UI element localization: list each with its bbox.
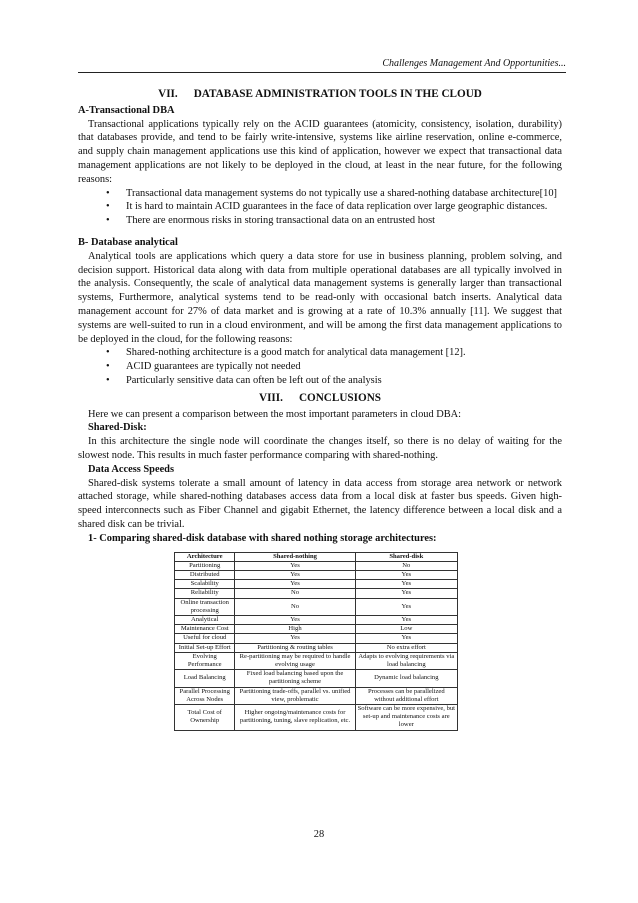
table-cell: No <box>355 561 457 570</box>
table-cell: No <box>235 598 355 615</box>
table-cell: Partitioning & routing tables <box>235 643 355 652</box>
comparison-heading: 1- Comparing shared-disk database with shared nothing storage architectures: <box>88 532 437 544</box>
table-cell: Adapts to evolving requirements via load balancing <box>355 652 457 669</box>
bullet-item: • It is hard to maintain ACID guarantees in the face of data replication over large geographic distances. <box>106 200 562 214</box>
table-cell: Yes <box>355 634 457 643</box>
table-row <box>175 670 458 687</box>
table-header-cell: Shared-disk <box>355 552 457 561</box>
running-header: Challenges Management And Opportunities... <box>382 58 566 69</box>
section-8-number: VIII. <box>259 391 283 404</box>
section-7-title <box>78 88 562 102</box>
table-cell: Partitioning trade-offs, parallel vs. unified view, problematic <box>235 687 355 704</box>
table-header-row <box>175 552 458 561</box>
table-cell: Yes <box>355 598 457 615</box>
table-cell: Yes <box>235 580 355 589</box>
bullet-item: • There are enormous risks in storing transactional data on an entrusted host <box>106 214 562 228</box>
header-rule <box>78 72 566 73</box>
table-header-cell: Shared-nothing <box>235 552 355 561</box>
page-content <box>78 88 562 731</box>
table-cell: No extra effort <box>355 643 457 652</box>
table-cell: Parallel Processing Across Nodes <box>175 687 235 704</box>
conclusions-intro: Here we can present a comparison between the most important parameters in cloud DBA: <box>88 408 462 420</box>
subsection-a-heading: A-Transactional DBA <box>78 104 175 116</box>
subsection-b-bullets <box>78 346 562 387</box>
table-cell: No <box>235 589 355 598</box>
table-cell: Total Cost of Ownership <box>175 704 235 730</box>
table-cell: Useful for cloud <box>175 634 235 643</box>
table-cell: Partitioning <box>175 561 235 570</box>
table-cell: Online transaction processing <box>175 598 235 615</box>
table-cell: Yes <box>235 615 355 624</box>
table-cell: Initial Set-up Effort <box>175 643 235 652</box>
data-access-heading: Data Access Speeds <box>88 463 175 475</box>
bullet-item: • ACID guarantees are typically not needed <box>106 360 562 374</box>
table-cell: Yes <box>235 561 355 570</box>
table-cell: Yes <box>355 580 457 589</box>
section-8-heading: CONCLUSIONS <box>298 391 381 404</box>
table-row <box>175 561 458 570</box>
table-cell: Low <box>355 625 457 634</box>
table-cell: Yes <box>355 615 457 624</box>
table-row <box>175 652 458 669</box>
section-8-title <box>78 392 562 406</box>
table-row <box>175 589 458 598</box>
table-row <box>175 625 458 634</box>
table-row <box>175 643 458 652</box>
table-cell: Scalability <box>175 580 235 589</box>
table-row <box>175 598 458 615</box>
table-cell: Yes <box>355 570 457 579</box>
section-7-heading: DATABASE ADMINISTRATION TOOLS IN THE CLOUD <box>193 88 482 100</box>
table-row <box>175 634 458 643</box>
bullet-item: • Particularly sensitive data can often be left out of the analysis <box>106 374 562 388</box>
table-cell: Yes <box>355 589 457 598</box>
table-cell: Evolving Performance <box>175 652 235 669</box>
shared-disk-heading: Shared-Disk: <box>88 422 147 434</box>
comparison-table <box>174 552 458 731</box>
subsection-a-paragraph: Transactional applications typically rely on the ACID guarantees (atomicity, consistency, isolation, durability) that databases provide, and tend to be fairly write-intensive, systems like airline reservation, online e-commerce, and supply chain management applications use this kind of application, however we expect that transactional data management applications are not likely to be deployed in the cloud, at least in the near future, for the following reasons: <box>78 118 562 185</box>
table-cell: Maintenance Cost <box>175 625 235 634</box>
table-cell: Dynamic load balancing <box>355 670 457 687</box>
shared-disk-text: In this architecture the single node will coordinate the changes itself, so there is no delay of waiting for the slowest node. This results in much faster performance comparing with shared-nothing. <box>78 436 562 461</box>
table-row <box>175 580 458 589</box>
table-cell: Fixed load balancing based upon the partitioning scheme <box>235 670 355 687</box>
table-cell: Distributed <box>175 570 235 579</box>
section-7-number: VII. <box>158 88 178 100</box>
table-cell: Load Balancing <box>175 670 235 687</box>
table-cell: Software can be more expensive, but set-up and maintenance costs are lower <box>355 704 457 730</box>
table-row <box>175 615 458 624</box>
table-cell: Processes can be parallelized without additional effort <box>355 687 457 704</box>
table-row <box>175 687 458 704</box>
comparison-table-body <box>175 561 458 730</box>
bullet-item: • Shared-nothing architecture is a good match for analytical data management [12]. <box>106 346 562 360</box>
subsection-b-paragraph: Analytical tools are applications which query a data store for use in business planning, problem solving, and decision support. Historical data along with data from multiple operational databases are all typically involved in the analysis. Consequently, the scale of analytical data management systems is generally larger than transactional systems, Furthermore, analytical systems tend to be read-only with occasional batch inserts. Analytical data management account for 27% of data market and is growing at a rate of 10.3% annually [11]. We suggest that systems are well-suited to run in a cloud environment, and will be among the first data management applications to be deployed in the cloud, for the following reasons: <box>78 250 562 345</box>
data-access-text: Shared-disk systems tolerate a small amount of latency in data access from storage area network or network attached storage, while shared-nothing databases access data from a local disk at faster bus speeds. Given high-speed interconnects such as Fiber Channel and gigabit Ethernet, the latency difference between a local disk and a shared disk can be trivial. <box>78 477 562 530</box>
table-cell: Re-partitioning may be required to handle evolving usage <box>235 652 355 669</box>
subsection-a-bullets <box>78 187 562 228</box>
table-cell: Higher ongoing/maintenance costs for partitioning, tuning, slave replication, etc. <box>235 704 355 730</box>
table-row <box>175 704 458 730</box>
subsection-b-heading: B- Database analytical <box>78 236 178 248</box>
table-cell: Yes <box>235 634 355 643</box>
table-header-cell: Architecture <box>175 552 235 561</box>
bullet-item: • Transactional data management systems do not typically use a shared-nothing database architecture[10] <box>106 187 562 201</box>
table-cell: Reliability <box>175 589 235 598</box>
table-cell: High <box>235 625 355 634</box>
table-row <box>175 570 458 579</box>
page-number: 28 <box>313 829 325 840</box>
table-cell: Yes <box>235 570 355 579</box>
table-cell: Analytical <box>175 615 235 624</box>
